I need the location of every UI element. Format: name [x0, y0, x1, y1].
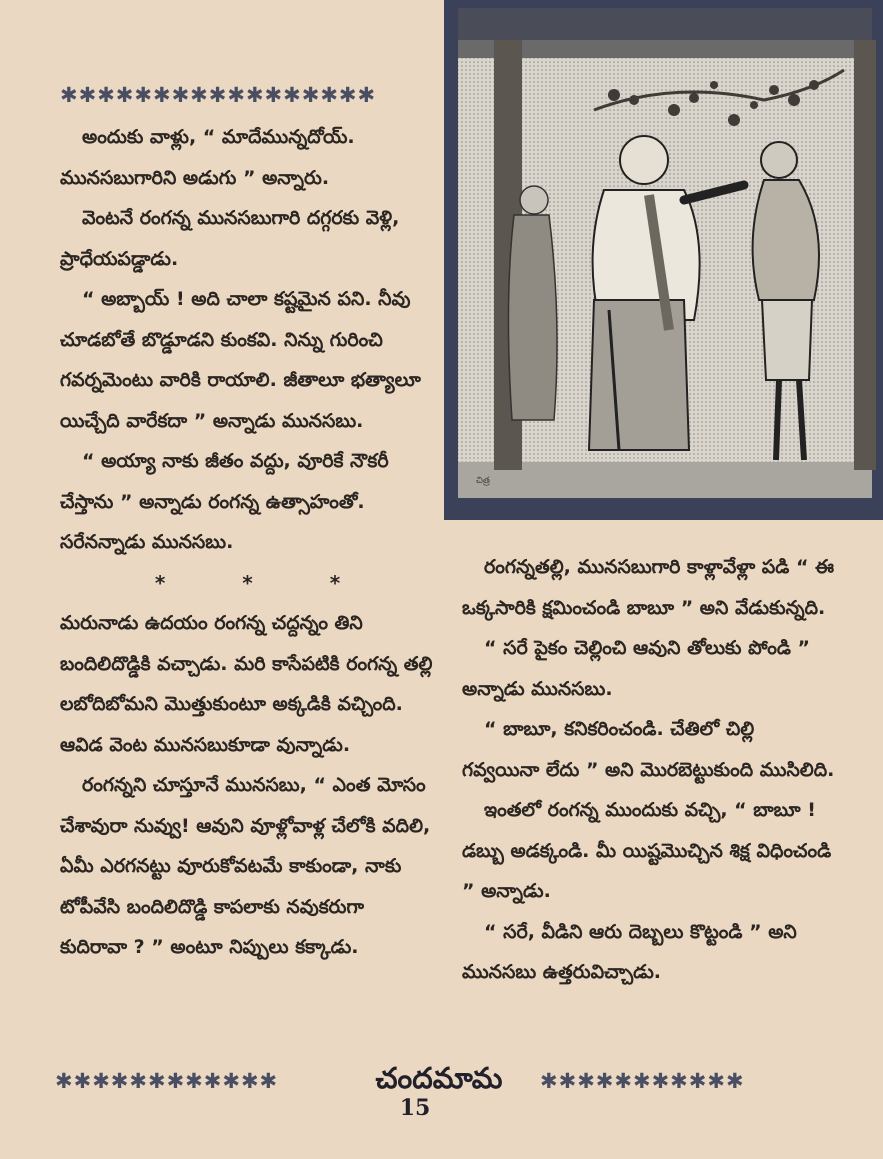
left-text-column — [60, 117, 435, 968]
right-text-column — [462, 547, 837, 993]
page-number: 15 — [399, 1095, 431, 1121]
decorative-bottom-border-left: ✱✱✱✱✱✱✱✱✱✱✱✱ — [55, 1069, 279, 1093]
paragraph: “ అయ్యా నాకు జీతం వద్దు, వూరికే నౌకరీ చేస్తాను ” అన్నాడు రంగన్న ఉత్సాహంతో. సరేనన్నాడు మునసబు. — [60, 450, 389, 553]
paragraph: “ సరే, వీడిని ఆరు దెబ్బలు కొట్టండి ” అని మునసబు ఉత్తరువిచ్చాడు. — [462, 920, 797, 983]
magazine-title: చందమామ — [375, 1061, 503, 1095]
decorative-top-border: ✱✱✱✱✱✱✱✱✱✱✱✱✱✱✱✱✱ — [60, 83, 377, 107]
artist-signature: చిత్ర — [476, 476, 490, 486]
paragraph: మరునాడు ఉదయం రంగన్న చద్దన్నం తిని బందిలిదొడ్డికి వచ్చాడు. మరి కాసేపటికి రంగన్న తల్లి లబోదిబోమని మొత్తుకుంటూ అక్కడికి వచ్చింది. ఆవిడ వెంట మునసబుకూడా వున్నాడు. — [60, 612, 433, 756]
paragraph: వెంటనే రంగన్న మునసబుగారి దగ్గరకు వెళ్లి, ప్రాధేయపడ్డాడు. — [60, 207, 400, 270]
paragraph: “ అబ్బాయ్ ! అది చాలా కష్టమైన పని. నీవు చూడబోతే బొడ్డూడని కుంకవి. నిన్ను గురించి గవర్నమెంటు వారికి రాయాలి. జీతాలూ భత్యాలూ యిచ్చేది వారేకదా ” అన్నాడు మునసబు. — [60, 288, 421, 432]
section-separator: * * * — [154, 570, 341, 595]
decorative-bottom-border-right: ✱✱✱✱✱✱✱✱✱✱✱ — [540, 1069, 745, 1093]
old-woman-figure — [508, 186, 557, 420]
paragraph: రంగన్నని చూస్తూనే మునసబు, “ ఎంత మోసం చేశావురా నువ్వు! ఆవుని వూళ్లోవాళ్ల చేలోకి వదిలి, ఏమీ ఎరగనట్టు వూరుకోవటమే కాకుండా, నాకు టోపీవేసి బందిలిదొడ్డి కాపలాకు నవుకరుగా కుదిరావా ? ” అంటూ నిప్పులు కక్కాడు. — [60, 774, 431, 958]
paragraph: రంగన్నతల్లి, మునసబుగారి కాళ్లావేళ్లా పడి “ ఈ ఒక్కసారికి క్షమించండి బాబూ ” అని వేడుకున్నది. — [462, 556, 834, 619]
story-illustration — [444, 0, 883, 520]
paragraph: “ బాబూ, కనికరించండి. చేతిలో చిల్లి గవ్వయినా లేదు ” అని మొరబెట్టుకుంది ముసిలిది. — [462, 718, 835, 781]
illustration-drawing — [444, 0, 883, 520]
right-post — [854, 40, 876, 470]
paragraph: అందుకు వాళ్లు, “ మాదేమున్నదోయ్. మునసబుగారిని అడుగు ” అన్నారు. — [60, 126, 355, 189]
paragraph: ఇంతలో రంగన్న ముందుకు వచ్చి, “ బాబూ ! డబ్బు అడక్కండి. మీ యిష్టమొచ్చిన శిక్ష విధించండి ” అన్నాడు. — [462, 799, 832, 902]
paragraph: “ సరే పైకం చెల్లించి ఆవుని తోలుకు పోండి ” అన్నాడు మునసబు. — [462, 637, 811, 700]
